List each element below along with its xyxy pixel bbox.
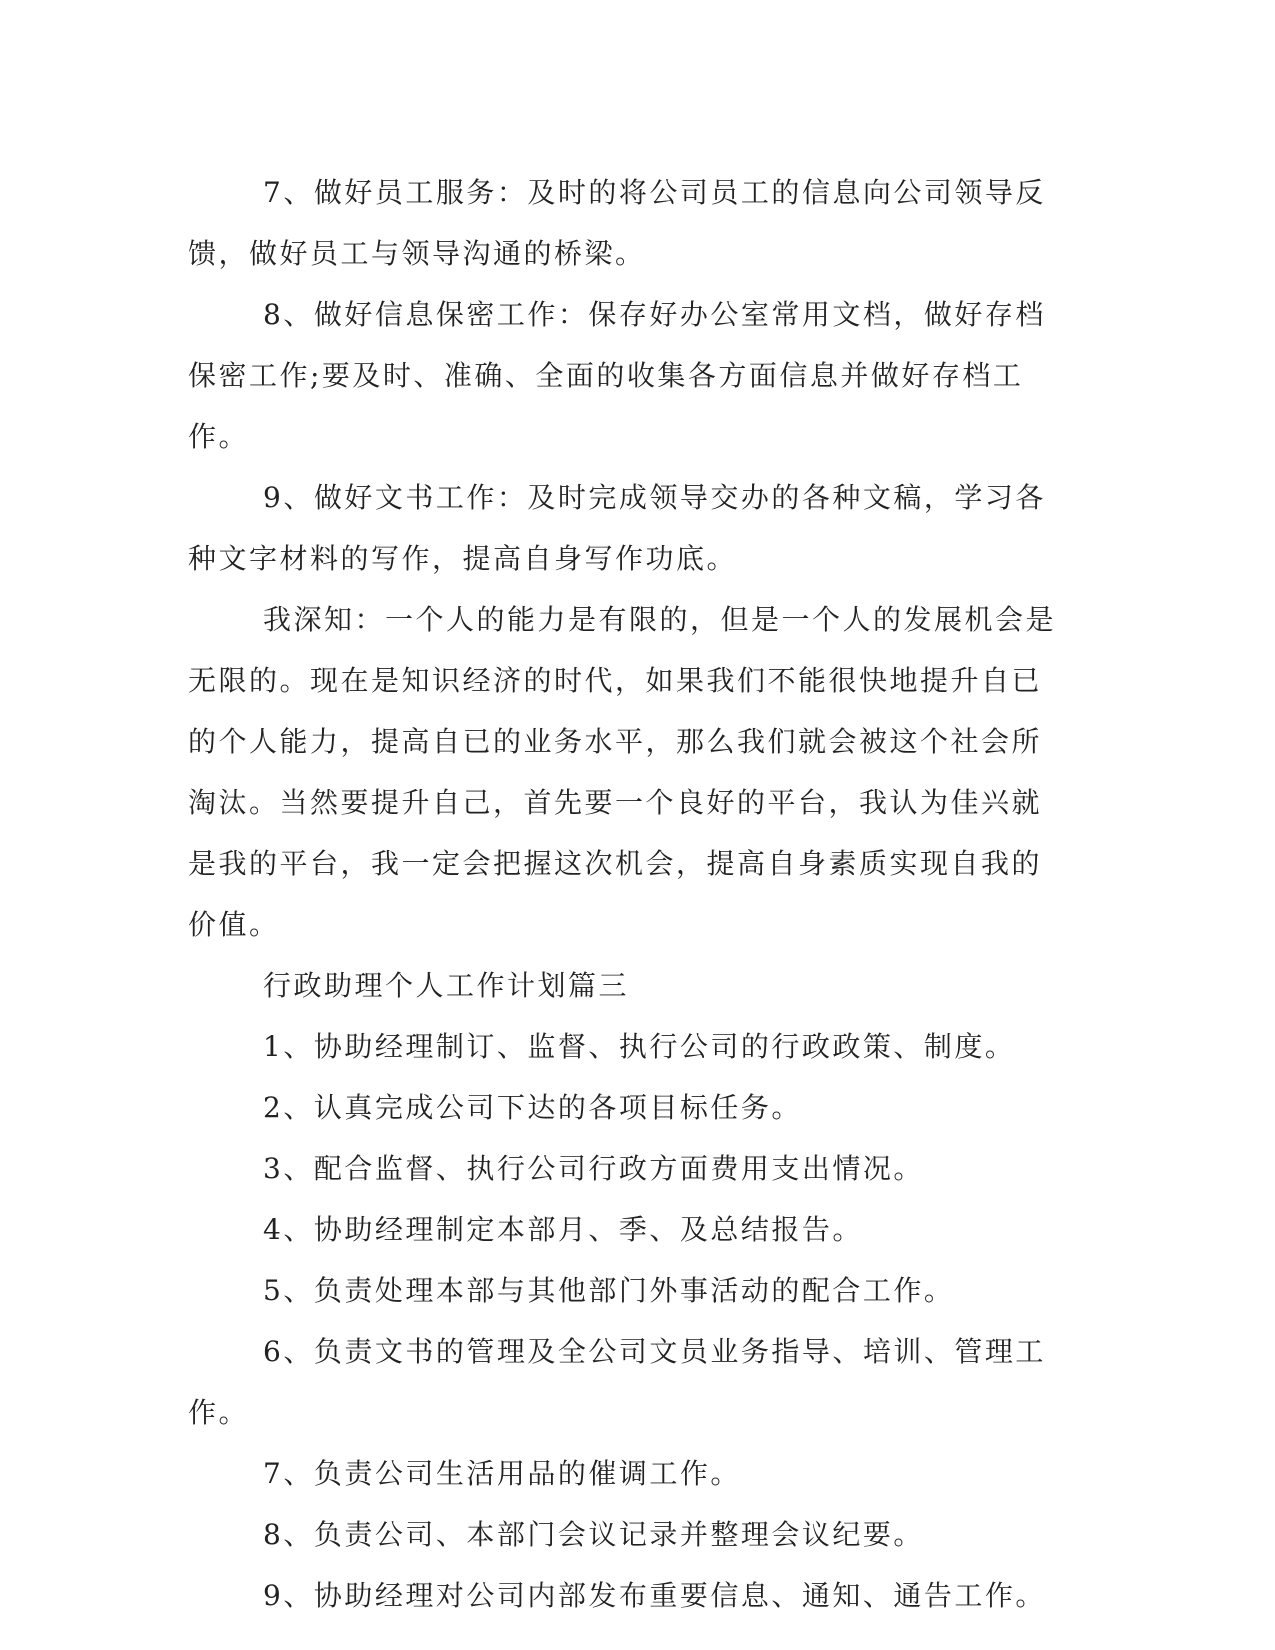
paragraph-item-8-information-confidentiality: 8、做好信息保密工作：保存好办公室常用文档，做好存档保密工作;要及时、准确、全面的收集各方面信息并做好存档工作。 <box>188 298 1046 453</box>
section-heading: 行政助理个人工作计划篇三 <box>263 969 630 1002</box>
list-item-5: 5、负责处理本部与其他部门外事活动的配合工作。 <box>263 1274 955 1307</box>
document-body <box>188 162 1068 1626</box>
list-item-2: 2、认真完成公司下达的各项目标任务。 <box>263 1091 802 1124</box>
list-item-7: 7、负责公司生活用品的催调工作。 <box>263 1457 741 1490</box>
paragraph-item-7-employee-service: 7、做好员工服务：及时的将公司员工的信息向公司领导反馈，做好员工与领导沟通的桥梁。 <box>188 176 1046 270</box>
list-item-8: 8、负责公司、本部门会议记录并整理会议纪要。 <box>263 1518 924 1551</box>
list-item-4: 4、协助经理制定本部月、季、及总结报告。 <box>263 1213 863 1246</box>
list-item-1: 1、协助经理制订、监督、执行公司的行政政策、制度。 <box>263 1030 1016 1063</box>
list-item-6: 6、负责文书的管理及全公司文员业务指导、培训、管理工作。 <box>188 1335 1046 1429</box>
list-item-9: 9、协助经理对公司内部发布重要信息、通知、通告工作。 <box>263 1579 1046 1612</box>
paragraph-item-9-documentation-work: 9、做好文书工作：及时完成领导交办的各种文稿，学习各种文字材料的写作，提高自身写作功底。 <box>188 481 1046 575</box>
list-item-3: 3、配合监督、执行公司行政方面费用支出情况。 <box>263 1152 924 1185</box>
paragraph-reflection: 我深知：一个人的能力是有限的，但是一个人的发展机会是无限的。现在是知识经济的时代，如果我们不能很快地提升自已的个人能力，提高自已的业务水平，那么我们就会被这个社会所淘汰。当然要提升自己，首先要一个良好的平台，我认为佳兴就是我的平台，我一定会把握这次机会，提高自身素质实现自我的价值。 <box>188 603 1057 941</box>
